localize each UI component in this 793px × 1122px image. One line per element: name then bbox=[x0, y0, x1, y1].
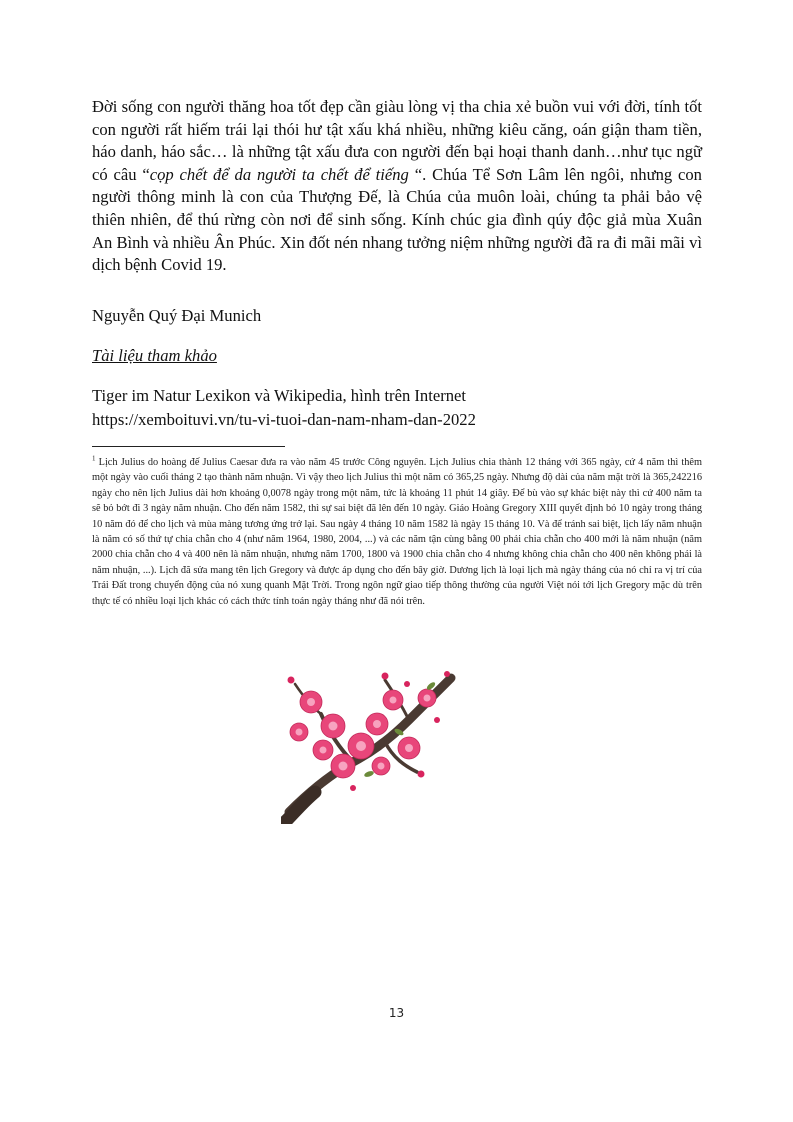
proverb-quote: cọp chết để da người ta chết để tiếng bbox=[149, 164, 409, 184]
reference-url: https://xemboituvi.vn/tu-vi-tuoi-dan-nam-nham-dan-2022 bbox=[92, 410, 476, 429]
author-signature: Nguyễn Quý Đại Munich bbox=[92, 306, 262, 325]
footnote bbox=[92, 455, 702, 609]
references-heading: Tài liệu tham khảo bbox=[92, 346, 217, 365]
page-number: 13 bbox=[388, 1006, 405, 1020]
paragraph-text bbox=[92, 96, 702, 277]
footnote-marker: 1 bbox=[92, 454, 96, 463]
paragraph-part-2: “. Chúa Tể Sơn Lâm lên ngôi, nhưng con người thông minh là con của Thượng Đế, là Chúa của muôn loài, chúng ta phải bảo vệ thiên nhiên, để thú rừng còn nơi để sinh sống. Kính chúc gia đình qúy độc giả mùa Xuân An Bình và nhiều Ân Phúc. Xin đốt nén nhang tưởng niệm những người đã ra đi mãi mãi vì dịch bệnh Covid 19. bbox=[92, 164, 702, 275]
footnote-separator bbox=[92, 446, 285, 447]
reference-item: Tiger im Natur Lexikon và Wikipedia, hình trên Internet bbox=[92, 386, 466, 405]
closing-paragraph bbox=[92, 96, 702, 277]
paragraph-part-1: Đời sống con người thăng hoa tốt đẹp cần giàu lòng vị tha chia xẻ buồn vui với đời, tính tốt con người rất hiếm trái lại thói hư tật xấu khá nhiều, những kiêu căng, oán giận tham tiền, háo danh, háo sắc… là những tật xấu đưa con người đến bại hoại thanh danh…như tục ngữ có câu “ bbox=[92, 97, 702, 184]
footnote-text: Lịch Julius do hoàng đế Julius Caesar đưa ra vào năm 45 trước Công nguyên. Lịch Julius chia thành 12 tháng với 365 ngày, cứ 4 năm thì thêm một ngày vào cuối tháng 2 tạo thành năm nhuận. Vì vậy theo lịch Julius thì một năm có 365,25 ngày. Nhưng độ dài của năm mặt trời là 365,242216 ngày cho nên lịch Julius dài hơn khoảng 0,0078 ngày trong một năm, tức là khoảng 11 phút 14 giây. Để bù vào sự khác biệt này thì cứ 400 năm ta sẽ bỏ bớt đi 3 ngày năm nhuận. Cho đến năm 1582, thì sự sai biệt đã lên đến 10 ngày. Giáo Hoàng Gregory XIII quyết định bỏ 10 ngày trong tháng 10 năm đó để cho lịch và mùa màng tương ứng trở lại. Sau ngày 4 tháng 10 năm 1582 là ngày 15 tháng 10. Và để tránh sai biệt, lịch lấy năm nhuận là năm có số thứ tự chia chẵn cho 4 (như năm 1964, 1980, 2004, ...) và các năm tận cùng bằng 00 phải chia chẵn cho 400 mới là năm nhuận (năm 2000 chia chẵn cho 4 và 400 nên là năm nhuận, nhưng năm 1700, 1800 và 1900 chia chẵn cho 4 nhưng không chia chẵn cho 400 nên không phải là năm nhuận, ...). Lịch đã sửa mang tên lịch Gregory và được áp dụng cho đến bây giờ. Dương lịch là loại lịch mà ngày tháng của nó chỉ ra vị trí của Trái Đất trong chuyển động của nó xung quanh Mặt Trời. Trong ngôn ngữ giao tiếp thông thường của người Việt nói tới lịch Gregory mặc dù trên thực tế có nhiều loại lịch khác có cách thức tính toán ngày tháng như đã nói trên. bbox=[92, 457, 702, 607]
peach-blossom-illustration bbox=[281, 662, 457, 824]
